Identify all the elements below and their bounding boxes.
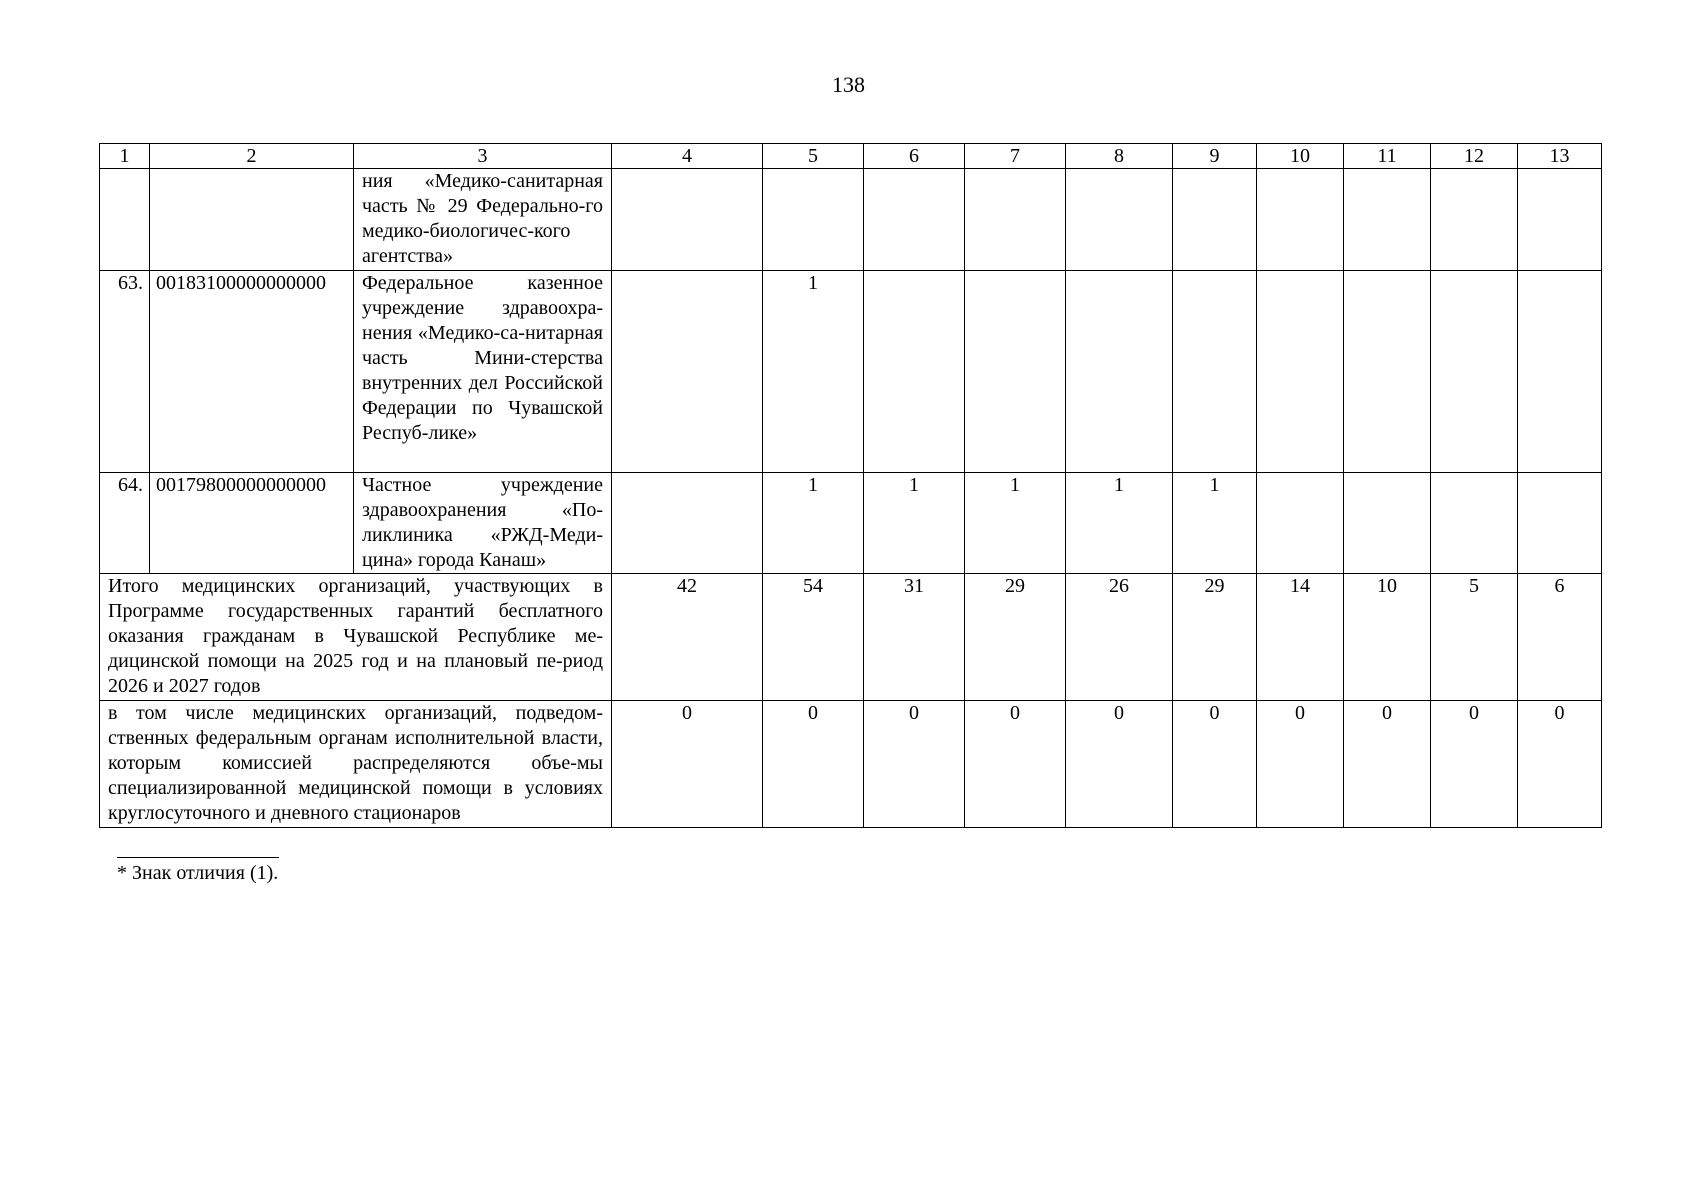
footnote-divider — [117, 857, 279, 858]
column-header: 7 — [965, 144, 1066, 169]
table-header-row — [100, 144, 1602, 169]
column-header: 9 — [1173, 144, 1257, 169]
page-number: 138 — [832, 72, 865, 97]
value-cell — [1518, 271, 1602, 473]
summary-value: 0 — [1066, 701, 1173, 828]
summary-value: 29 — [965, 574, 1066, 701]
data-table — [99, 143, 1602, 828]
summary-label: в том числе медицинских организаций, подведом-ственных федеральным органам исполнительной власти, которым комиссией распределяются объе-мы специализированной медицинской помощи в условиях круглосуточного и дневного стационаров — [100, 701, 612, 828]
value-cell — [1344, 271, 1431, 473]
summary-value: 0 — [965, 701, 1066, 828]
table-row — [100, 271, 1602, 473]
column-header: 12 — [1431, 144, 1518, 169]
summary-value: 10 — [1344, 574, 1431, 701]
summary-value: 0 — [864, 701, 965, 828]
organization-name: ния «Медико-санитарная часть № 29 Федерально-го медико-биологичес-кого агентства» — [354, 169, 612, 271]
value-cell — [1257, 271, 1344, 473]
value-cell — [1431, 169, 1518, 271]
column-header: 13 — [1518, 144, 1602, 169]
value-cell — [1257, 473, 1344, 574]
table-row — [100, 169, 1602, 271]
value-cell — [612, 473, 763, 574]
value-cell: 1 — [965, 473, 1066, 574]
organization-name: Федеральное казенное учреждение здравоохра-нения «Медико-са-нитарная часть Мини-стерства внутренних дел Российской Федерации по Чувашской Респуб-лике» — [354, 271, 612, 473]
column-header: 8 — [1066, 144, 1173, 169]
column-header: 4 — [612, 144, 763, 169]
value-cell: 1 — [763, 473, 864, 574]
table-row — [100, 473, 1602, 574]
summary-value: 0 — [1257, 701, 1344, 828]
value-cell — [1344, 169, 1431, 271]
column-header: 5 — [763, 144, 864, 169]
column-header: 3 — [354, 144, 612, 169]
summary-value: 0 — [763, 701, 864, 828]
row-code: 00183100000000000 — [150, 271, 354, 473]
value-cell — [1518, 473, 1602, 574]
value-cell: 1 — [763, 271, 864, 473]
value-cell — [1066, 169, 1173, 271]
value-cell — [864, 271, 965, 473]
value-cell — [1257, 169, 1344, 271]
summary-value: 0 — [1173, 701, 1257, 828]
summary-value: 5 — [1431, 574, 1518, 701]
column-header: 10 — [1257, 144, 1344, 169]
value-cell — [1173, 271, 1257, 473]
row-number — [100, 169, 150, 271]
value-cell — [763, 169, 864, 271]
summary-value: 31 — [864, 574, 965, 701]
summary-value: 29 — [1173, 574, 1257, 701]
row-number: 64. — [100, 473, 150, 574]
summary-value: 0 — [612, 701, 763, 828]
value-cell — [1344, 473, 1431, 574]
value-cell — [1431, 473, 1518, 574]
value-cell: 1 — [864, 473, 965, 574]
footnote: * Знак отличия (1). — [117, 862, 279, 884]
value-cell — [864, 169, 965, 271]
value-cell — [1173, 169, 1257, 271]
row-code — [150, 169, 354, 271]
summary-label: Итого медицинских организаций, участвующих в Программе государственных гарантий бесплатного оказания гражданам в Чувашской Республике ме-дицинской помощи на 2025 год и на плановый пе-риод 2026 и 2027 годов — [100, 574, 612, 701]
summary-row-federal — [100, 701, 1602, 828]
summary-value: 26 — [1066, 574, 1173, 701]
column-header: 2 — [150, 144, 354, 169]
value-cell — [1431, 271, 1518, 473]
value-cell: 1 — [1173, 473, 1257, 574]
value-cell — [612, 271, 763, 473]
summary-value: 42 — [612, 574, 763, 701]
summary-value: 54 — [763, 574, 864, 701]
summary-value: 0 — [1344, 701, 1431, 828]
summary-row-total — [100, 574, 1602, 701]
column-header: 6 — [864, 144, 965, 169]
summary-value: 6 — [1518, 574, 1602, 701]
column-header: 1 — [100, 144, 150, 169]
summary-value: 14 — [1257, 574, 1344, 701]
value-cell: 1 — [1066, 473, 1173, 574]
value-cell — [612, 169, 763, 271]
column-header: 11 — [1344, 144, 1431, 169]
organization-name: Частное учреждение здравоохранения «По-ликлиника «РЖД-Меди-цина» города Канаш» — [354, 473, 612, 574]
value-cell — [965, 271, 1066, 473]
row-number: 63. — [100, 271, 150, 473]
row-code: 00179800000000000 — [150, 473, 354, 574]
value-cell — [1518, 169, 1602, 271]
value-cell — [965, 169, 1066, 271]
summary-value: 0 — [1431, 701, 1518, 828]
summary-value: 0 — [1518, 701, 1602, 828]
value-cell — [1066, 271, 1173, 473]
